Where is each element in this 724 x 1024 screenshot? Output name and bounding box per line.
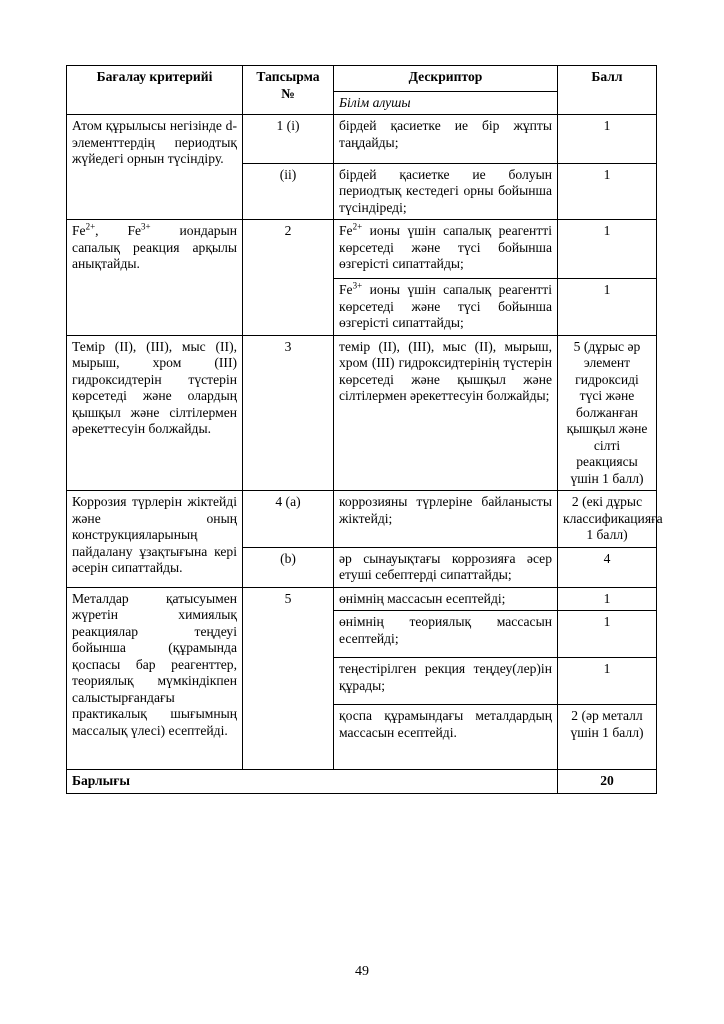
criterion-cell (67, 220, 243, 336)
criterion-sup-1: 2+ (85, 221, 96, 232)
assessment-rubric-table (66, 65, 663, 794)
total-row (67, 770, 657, 794)
task-cell: 4 (a) (243, 491, 334, 548)
score-cell: 1 (558, 587, 657, 611)
table-row (67, 115, 657, 164)
descriptor-fe: Fe (339, 223, 353, 238)
page-number: 49 (355, 964, 369, 979)
descriptor-cell: теңестірілген рекция теңдеу(лер)ін құрады; (334, 658, 558, 705)
score-cell: 1 (558, 220, 657, 279)
criterion-mid: , Fe (95, 223, 142, 238)
task-cell: 1 (i) (243, 115, 334, 164)
total-score: 20 (558, 770, 657, 794)
descriptor-cell (334, 279, 558, 336)
task-header: Тапсырма № (243, 66, 334, 115)
score-cell: 1 (558, 163, 657, 220)
task-cell: (b) (243, 547, 334, 587)
descriptor-header-sub: Білім алушы (339, 94, 411, 110)
descriptor-header (334, 66, 558, 115)
descriptor-fe: Fe (339, 282, 353, 297)
score-cell: 1 (558, 611, 657, 658)
criteria-header: Бағалау критерийі (67, 66, 243, 115)
score-cell: 1 (558, 279, 657, 336)
descriptor-cell: бірдей қасиетке ие болуын периодтық кестедегі орны бойынша түсіндіреді; (334, 163, 558, 220)
task-cell: 2 (243, 220, 334, 336)
descriptor-cell: өнімнің массасын есептейді; (334, 587, 558, 611)
descriptor-sup: 3+ (352, 280, 363, 291)
task-cell: 3 (243, 335, 334, 491)
score-cell: 1 (558, 115, 657, 164)
criterion-cell: Атом құрылысы негізінде d-элементтердің периодтық жүйедегі орнын түсіндіру. (67, 115, 243, 220)
table-row (67, 587, 657, 611)
descriptor-cell: бірдей қасиетке ие бір жұпты таңдайды; (334, 115, 558, 164)
header-row (67, 66, 657, 115)
descriptor-header-title: Дескриптор (334, 66, 557, 92)
criterion-rest: иондарын сапалық реакция арқылы анықтайды. (72, 223, 238, 271)
descriptor-text: ионы үшін сапалық реагентті көрсетеді және түсі бойынша өзгерісті сипаттайды; (339, 223, 552, 271)
total-label: Барлығы (67, 770, 558, 794)
criterion-cell: Темір (ІІ), (ІІІ), мыс (ІІ), мырыш, хром (ІІІ) гидроксидтерін түстерін көрсетеді және олардың қышқыл және сілтілермен әрекеттесуін болжайды. (67, 335, 243, 491)
table-row (67, 335, 657, 491)
criterion-sup-2: 3+ (141, 221, 151, 232)
table-row (67, 491, 657, 548)
descriptor-cell: өнімнің теориялық массасын есептейді; (334, 611, 558, 658)
score-cell: 5 (дұрыс әр элемент гидроксиді түсі және болжанған қышқыл және сілті реакциясы үшін 1 балл) (558, 335, 657, 491)
score-cell: 1 (558, 658, 657, 705)
criterion-cell: Коррозия түрлерін жіктейді және оның конструкцияларының пайдалану ұзақтығына кері әсерін сипаттайды. (67, 491, 243, 588)
score-cell: 2 (екі дұрыс классификацияға 1 балл) (558, 491, 657, 548)
score-cell: 4 (558, 547, 657, 587)
descriptor-cell: қоспа құрамындағы металдардың массасын есептейді. (334, 705, 558, 770)
descriptor-cell: әр сынауықтағы коррозияға әсер етуші себептерді сипаттайды; (334, 547, 558, 587)
descriptor-cell: коррозияны түрлеріне байланысты жіктейді; (334, 491, 558, 548)
descriptor-cell: темір (ІІ), (ІІІ), мыс (ІІ), мырыш, хром (ІІІ) гидроксидтерінің түстерін көрсетеді және қышқыл және сілтілермен әрекеттесуін болжайды; (334, 335, 558, 491)
task-cell: 5 (243, 587, 334, 770)
score-cell: 2 (әр металл үшін 1 балл) (558, 705, 657, 770)
descriptor-cell (334, 220, 558, 279)
criterion-cell: Металдар қатысуымен жүретін химиялық реакциялар теңдеуі бойынша (құрамында қоспасы бар реагенттер, теориялық мүмкіндікпен салыстырғандағы практикалық шығымның массалық үлесі) есептейді. (67, 587, 243, 770)
score-header: Балл (558, 66, 657, 115)
descriptor-sup: 2+ (352, 221, 363, 232)
descriptor-text: ионы үшін сапалық реагентті көрсетеді және түсі бойынша өзгерісті сипаттайды; (339, 282, 552, 330)
task-cell: (ii) (243, 163, 334, 220)
criterion-fe: Fe (72, 223, 86, 238)
table-row (67, 220, 657, 279)
